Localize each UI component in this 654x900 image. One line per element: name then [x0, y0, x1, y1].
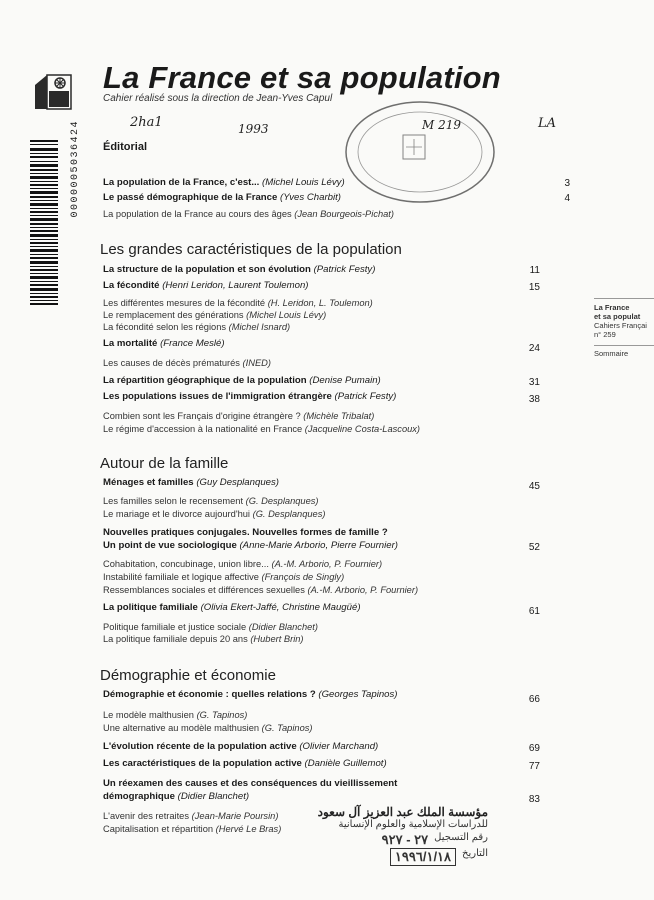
page-number: 66: [528, 694, 540, 705]
toc-entry[interactable]: Ménages et familles (Guy Desplanques): [103, 477, 279, 488]
toc-subentry[interactable]: Les différentes mesures de la fécondité (H. Leridon, L. Toulemon): [103, 298, 373, 308]
toc-entry[interactable]: Les populations issues de l'immigration étrangère (Patrick Festy): [103, 391, 397, 402]
stamp-label: التاريخ: [462, 848, 488, 859]
toc-subentry[interactable]: Une alternative au modèle malthusien (G. Tapinos): [103, 723, 313, 733]
toc-entry[interactable]: Un réexamen des causes et des conséquences du vieillissement: [103, 778, 398, 789]
page-subtitle: Cahier réalisé sous la direction de Jean-Yves Capul: [103, 93, 333, 104]
publisher-logo-icon: [33, 71, 73, 111]
toc-subentry[interactable]: La population de la France au cours des âges (Jean Bourgeois-Pichat): [103, 209, 394, 219]
stamp-row: [318, 848, 488, 866]
stamp-label: رقم التسجيل: [434, 832, 488, 843]
toc-subentry[interactable]: Cohabitation, concubinage, union libre... (A.-M. Arborio, P. Fournier): [103, 559, 383, 569]
page-number: 38: [528, 394, 540, 405]
stamp-value: ٢٧ - ٩٢٧: [381, 832, 429, 847]
page-number: 52: [528, 542, 540, 553]
side-title-cont: et sa populat: [594, 312, 641, 321]
toc-entry[interactable]: Le passé démographique de la France (Yves Charbit): [103, 192, 341, 203]
editorial-heading: Éditorial: [103, 141, 148, 153]
page-number: 3: [564, 178, 570, 189]
toc-subentry[interactable]: Les causes de décès prématurés (INED): [103, 358, 271, 368]
side-title: La France: [594, 303, 630, 312]
toc-subentry[interactable]: Le mariage et le divorce aujourd'hui (G. Desplanques): [103, 509, 326, 519]
toc-entry[interactable]: La population de la France, c'est... (Michel Louis Lévy): [103, 177, 345, 188]
page-number: 4: [564, 193, 570, 204]
side-series: Cahiers Françai: [594, 321, 647, 330]
page-title: La France et sa population: [103, 60, 501, 95]
toc-subentry[interactable]: Le remplacement des générations (Michel Louis Lévy): [103, 310, 327, 320]
toc-subentry[interactable]: La politique familiale depuis 20 ans (Hubert Brin): [103, 634, 304, 644]
toc-entry-continued[interactable]: démographique (Didier Blanchet): [103, 791, 250, 802]
stamp-value: ١٩٩٦/١/١٨: [390, 848, 456, 866]
page-number: 77: [528, 761, 540, 772]
toc-entry[interactable]: Démographie et économie : quelles relations ? (Georges Tapinos): [103, 689, 398, 700]
page-number: 69: [528, 743, 540, 754]
barcode-icon: [30, 140, 58, 305]
stamp-row: [318, 832, 488, 848]
arabic-library-stamp: [318, 805, 488, 895]
page-number: 61: [528, 606, 540, 617]
page-number: 15: [528, 282, 540, 293]
toc-subentry[interactable]: Les familles selon le recensement (G. Desplanques): [103, 496, 319, 506]
toc-entry[interactable]: La répartition géographique de la population (Denise Pumain): [103, 375, 381, 386]
toc-subentry[interactable]: Le modèle malthusien (G. Tapinos): [103, 710, 248, 720]
toc-entry[interactable]: Nouvelles pratiques conjugales. Nouvelles formes de famille ?: [103, 527, 388, 538]
toc-subentry[interactable]: Le régime d'accession à la nationalité en France (Jacqueline Costa-Lascoux): [103, 424, 421, 434]
toc-subentry[interactable]: L'avenir des retraites (Jean-Marie Poursin): [103, 811, 279, 821]
page-number: 11: [529, 265, 540, 276]
stamp-subtitle: للدراسات الإسلامية والعلوم الإنسانية: [338, 819, 488, 830]
toc-entry[interactable]: Les caractéristiques de la population active (Danièle Guillemot): [103, 758, 387, 769]
library-stamp-icon: [340, 97, 500, 207]
stamp-title: مؤسسة الملك عبد العزيز آل سعود: [317, 805, 488, 819]
section-heading: Autour de la famille: [100, 455, 229, 472]
handwritten-note-left: 2ha1: [130, 115, 163, 130]
toc-entry[interactable]: La politique familiale (Olivia Ekert-Jaffé, Christine Maugüé): [103, 602, 361, 613]
svg-text:M 219: M 219: [422, 118, 462, 132]
page-number: 31: [528, 377, 540, 388]
toc-subentry[interactable]: La fécondité selon les régions (Michel Isnard): [103, 322, 291, 332]
page-number: 45: [528, 481, 540, 492]
side-sommaire: Sommaire: [594, 345, 654, 358]
handwritten-year: 1993: [238, 122, 269, 136]
section-heading: Démographie et économie: [100, 667, 276, 684]
toc-entry-continued[interactable]: Un point de vue sociologique (Anne-Marie Arborio, Pierre Fournier): [103, 540, 398, 551]
toc-entry[interactable]: La mortalité (France Meslé): [103, 338, 225, 349]
adjacent-page-panel: [594, 298, 654, 358]
toc-subentry[interactable]: Politique familiale et justice sociale (Didier Blanchet): [103, 622, 318, 632]
toc-entry[interactable]: La fécondité (Henri Leridon, Laurent Toulemon): [103, 280, 309, 291]
section-heading: Les grandes caractéristiques de la population: [100, 241, 402, 258]
page-number: 83: [528, 794, 540, 805]
toc-subentry[interactable]: Combien sont les Français d'origine étrangère ? (Michèle Tribalat): [103, 411, 375, 421]
page-number: 24: [528, 343, 540, 354]
side-issue: n° 259: [594, 330, 616, 339]
toc-subentry[interactable]: Ressemblances sociales et différences sexuelles (A.-M. Arborio, P. Fournier): [103, 585, 419, 595]
toc-subentry[interactable]: Capitalisation et répartition (Hervé Le Bras): [103, 824, 282, 834]
toc-entry[interactable]: L'évolution récente de la population active (Olivier Marchand): [103, 741, 379, 752]
toc-entry[interactable]: La structure de la population et son évolution (Patrick Festy): [103, 264, 376, 275]
barcode-digits: 0000005036424: [70, 120, 81, 218]
handwritten-note-right: LA: [538, 116, 557, 131]
toc-subentry[interactable]: Instabilité familiale et logique affective (François de Singly): [103, 572, 345, 582]
